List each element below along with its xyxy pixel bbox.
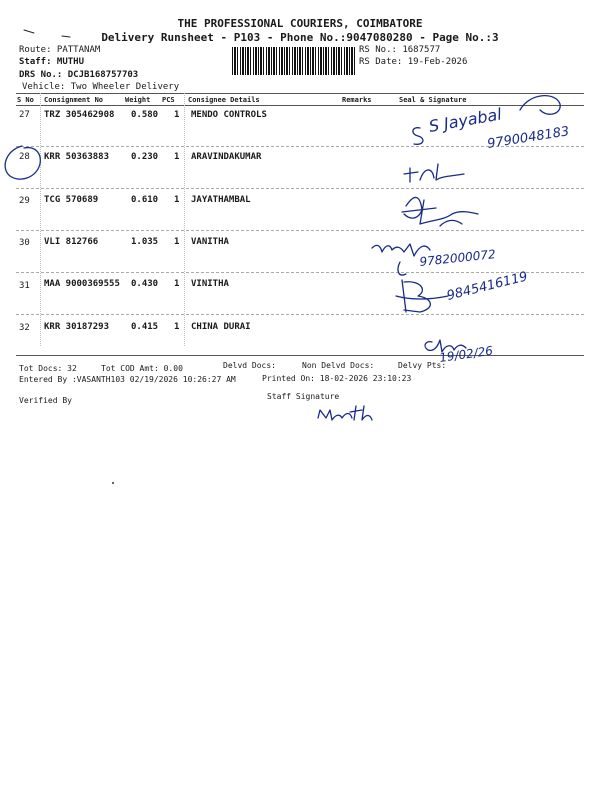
col-weight: Weight xyxy=(125,96,151,104)
signature-row31 xyxy=(396,280,448,312)
row-pcs: 1 xyxy=(174,279,180,289)
drs-text: DRS No.: DCJB168757703 xyxy=(19,70,139,80)
tot-cod-amt: Tot COD Amt: 0.00 xyxy=(101,364,183,373)
row-pcs: 1 xyxy=(174,195,180,205)
col-sno: S No xyxy=(17,96,34,104)
row-sno: 27 xyxy=(19,110,30,120)
vehicle-text: Vehicle: Two Wheeler Delivery xyxy=(22,82,180,92)
signature-row29 xyxy=(402,197,478,226)
row-consignee: JAYATHAMBAL xyxy=(191,195,251,205)
row-pcs: 1 xyxy=(174,110,180,120)
row-consignee: VANITHA xyxy=(191,237,229,247)
company-title: THE PROFESSIONAL COURIERS, COIMBATORE xyxy=(177,17,423,30)
col-seal-signature: Seal & Signature xyxy=(399,96,467,104)
row-pcs: 1 xyxy=(174,237,180,247)
rs-number: RS No.: 1687577 xyxy=(359,45,441,55)
row-sno: 29 xyxy=(19,196,30,206)
row-consignment: TRZ 305462908 xyxy=(44,110,115,120)
runsheet-subtitle: Delivery Runsheet - P103 - Phone No.:9047080280 - Page No.:3 xyxy=(101,31,499,44)
staff-text: Staff: MUTHU xyxy=(19,57,85,67)
printed-on: Printed On: 18-02-2026 23:10:23 xyxy=(262,374,412,383)
row-consignment: KRR 30187293 xyxy=(44,322,110,332)
signature-row30-phone: 9782000072 xyxy=(418,247,497,269)
row-sno: 31 xyxy=(19,281,30,291)
col-consignment: Consignment No xyxy=(44,96,104,104)
row-consignment: VLI 812766 xyxy=(44,237,99,247)
row-pcs: 1 xyxy=(174,152,180,162)
row-consignee: CHINA DURAI xyxy=(191,322,251,332)
signature-row27-mark xyxy=(413,128,423,145)
delvy-pts: Delvy Pts: xyxy=(398,361,447,370)
row-weight: 0.610 xyxy=(131,195,159,205)
row-consignment: MAA 9000369555 xyxy=(44,279,120,289)
staff-signature-label: Staff Signature xyxy=(267,392,340,401)
row-sno: 30 xyxy=(19,238,30,248)
row-weight: 0.580 xyxy=(131,110,159,120)
row-weight: 1.035 xyxy=(131,237,159,247)
col-pcs: PCS xyxy=(162,96,175,104)
route-text: Route: PATTANAM xyxy=(19,45,101,55)
row-weight: 0.430 xyxy=(131,279,159,289)
row-consignment: KRR 50363883 xyxy=(44,152,110,162)
rs-date: RS Date: 19-Feb-2026 xyxy=(359,57,468,67)
delvd-docs: Delvd Docs: xyxy=(223,361,276,370)
row-consignee: VINITHA xyxy=(191,279,229,289)
verified-by: Verified By xyxy=(19,396,72,405)
entered-by: Entered By :VASANTH103 02/19/2026 10:26:27 AM xyxy=(19,375,236,384)
row-weight: 0.415 xyxy=(131,322,159,332)
signature-row27-loop xyxy=(520,96,560,115)
tot-docs: Tot Docs: 32 xyxy=(19,364,77,373)
row-consignee: ARAVINDAKUMAR xyxy=(191,152,262,162)
non-delvd-docs: Non Delvd Docs: xyxy=(302,361,375,370)
circle-mark xyxy=(5,146,40,179)
row-sno: 32 xyxy=(19,323,30,333)
row-weight: 0.230 xyxy=(131,152,159,162)
signature-row32-date: 19/02/26 xyxy=(438,343,494,365)
signature-row31-phone: 9845416119 xyxy=(445,269,530,304)
signature-row28 xyxy=(404,164,464,182)
signature-row30-tail xyxy=(398,262,406,275)
col-remarks: Remarks xyxy=(342,96,372,104)
row-sno: 28 xyxy=(19,152,30,162)
staff-signature xyxy=(318,406,372,420)
signature-row27-name: S Jayabal xyxy=(427,104,504,136)
col-consignee: Consignee Details xyxy=(188,96,260,104)
row-consignee: MENDO CONTROLS xyxy=(191,110,267,120)
signature-row27-phone: 9790048183 xyxy=(486,124,571,152)
row-consignment: TCG 570689 xyxy=(44,195,99,205)
row-pcs: 1 xyxy=(174,322,180,332)
